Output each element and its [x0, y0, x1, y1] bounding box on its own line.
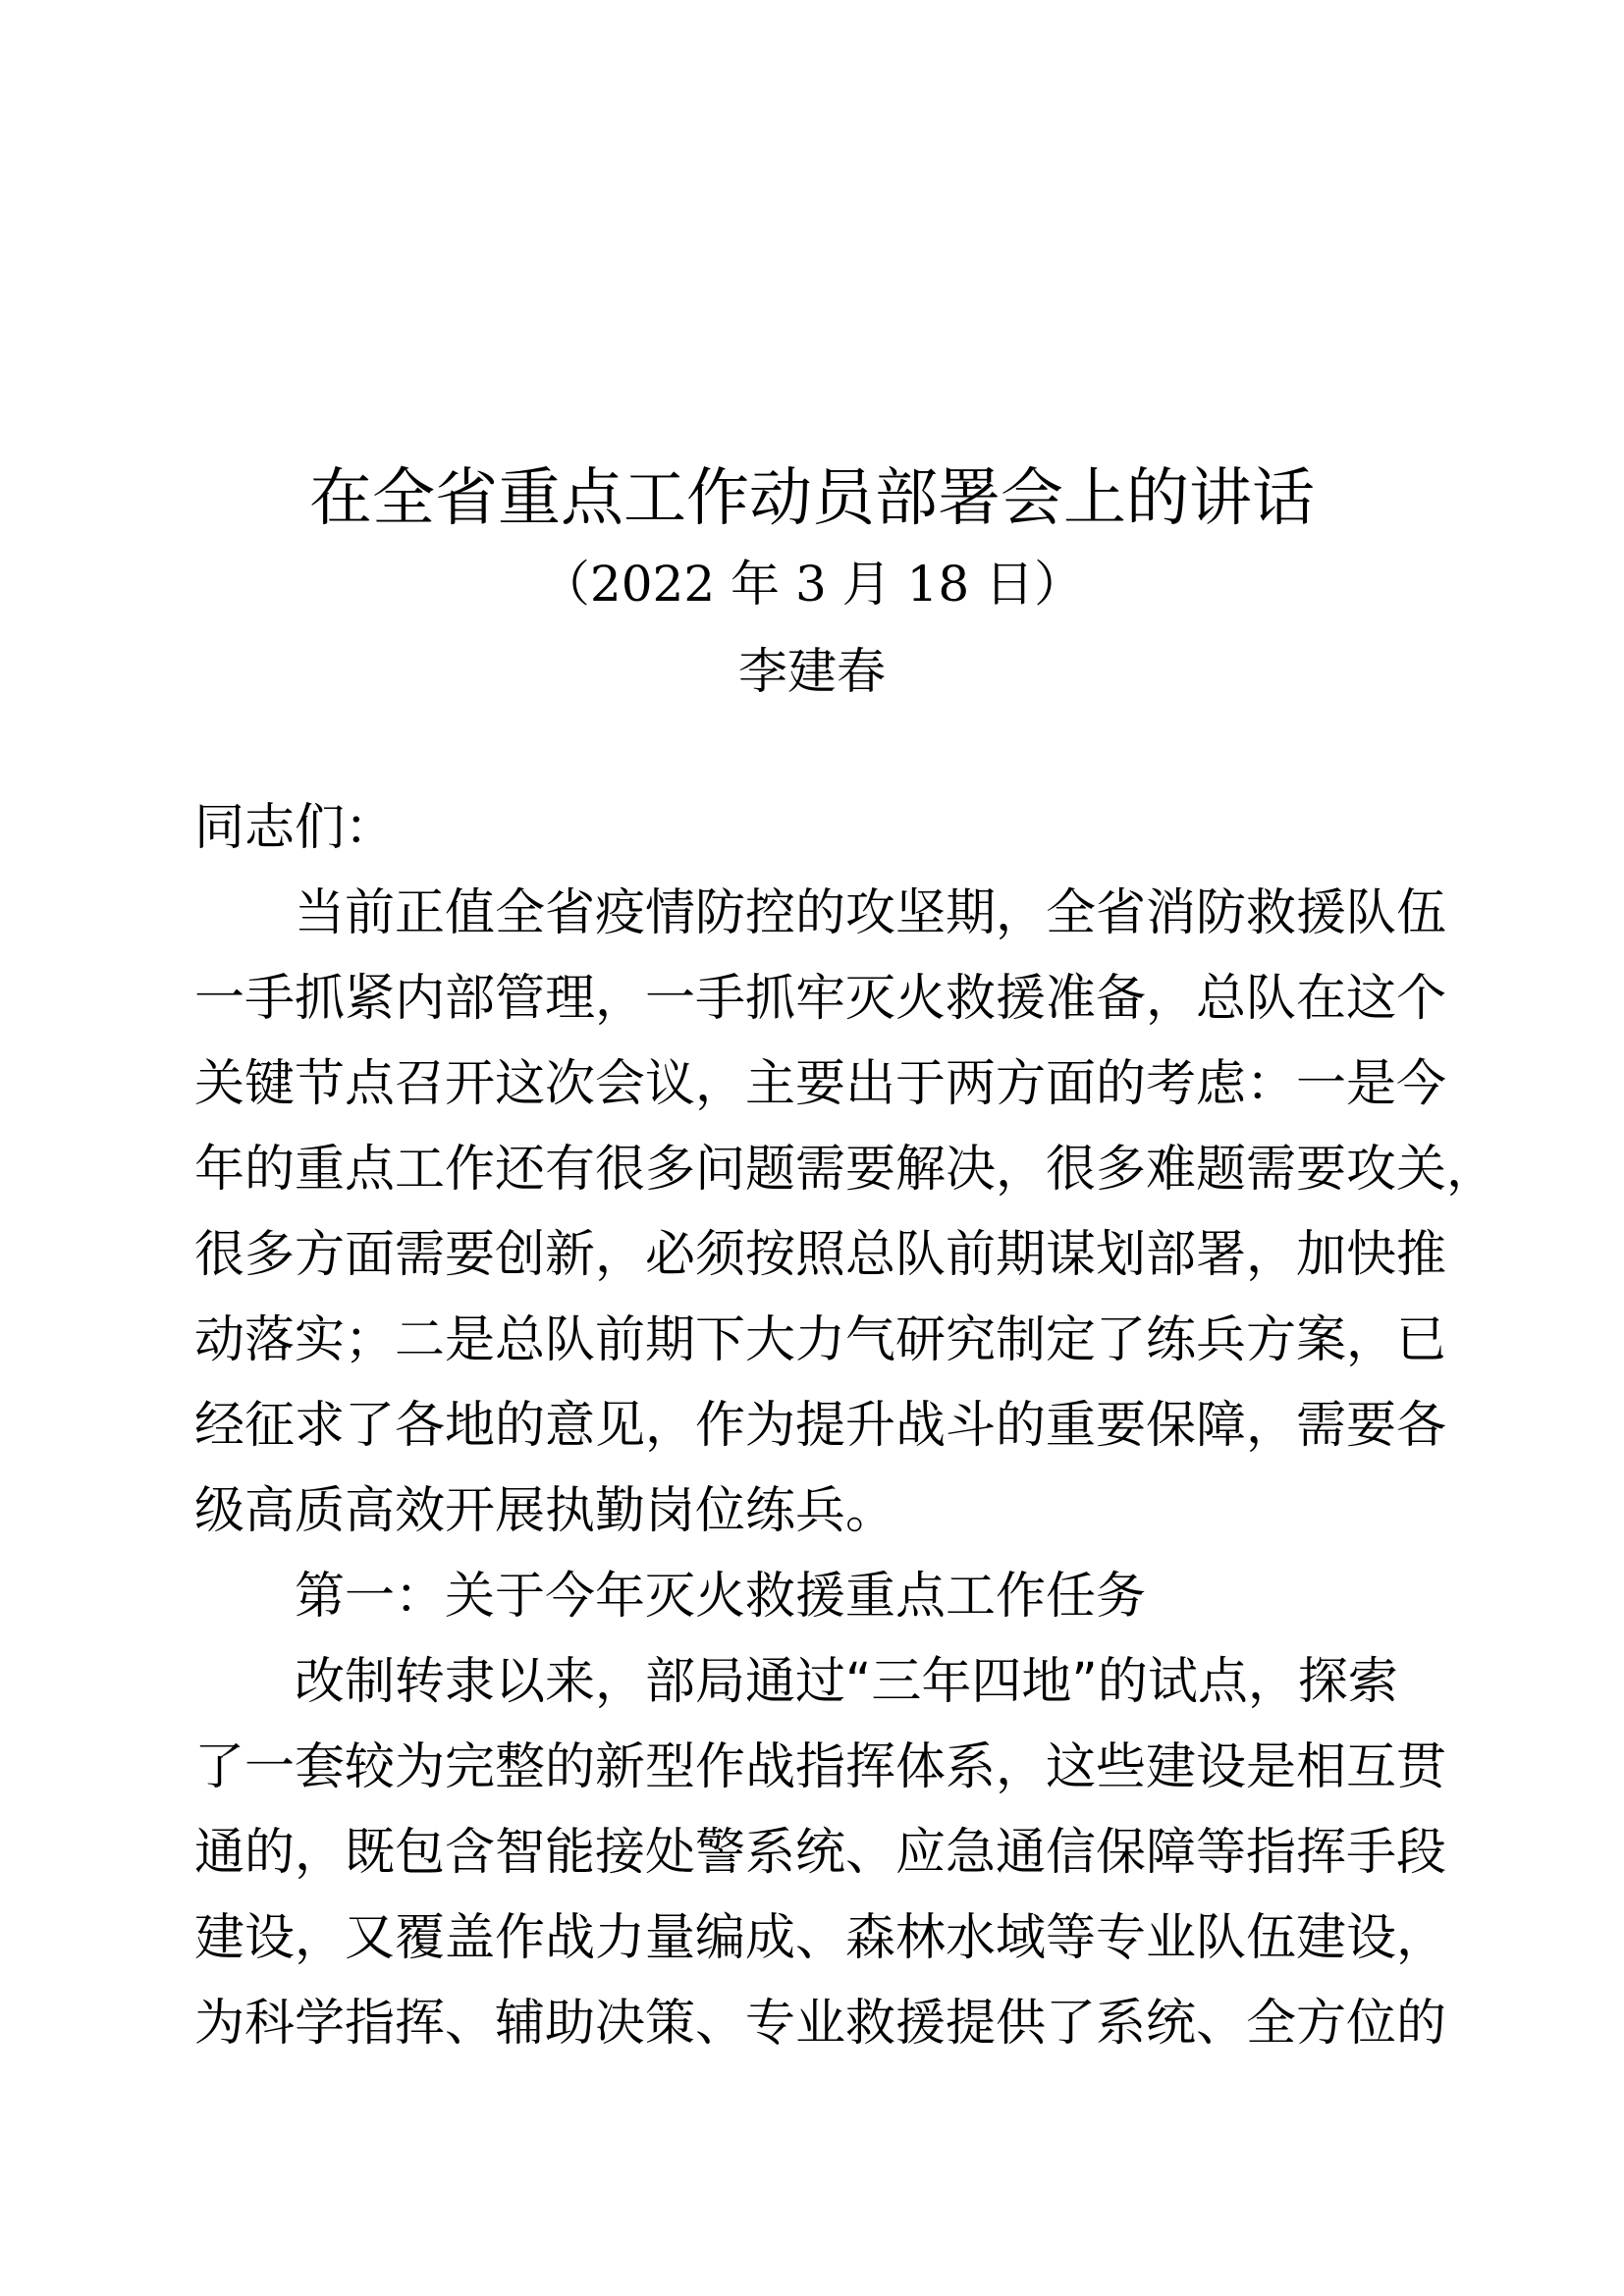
paragraph-line: 通的，既包含智能接处警系统、应急通信保障等指挥手段 [194, 1824, 1447, 1882]
paragraph-line: 年的重点工作还有很多问题需要解决，很多难题需要攻关， [194, 1141, 1497, 1199]
paragraph-line: 为科学指挥、辅助决策、专业救援提供了系统、全方位的 [194, 1995, 1447, 2053]
document-title: 在全省重点工作动员部署会上的讲话 [309, 462, 1315, 535]
paragraph-line: 关键节点召开这次会议，主要出于两方面的考虑：一是今 [194, 1055, 1447, 1113]
document-date: （2022 年 3 月 18 日） [540, 556, 1084, 613]
paragraph-line: 动落实；二是总队前期下大力气研究制定了练兵方案，已 [194, 1311, 1447, 1369]
paragraph-line: 很多方面需要创新，必须按照总队前期谋划部署，加快推 [194, 1226, 1447, 1284]
paragraph-line: 经征求了各地的意见，作为提升战斗的重要保障，需要各 [194, 1397, 1447, 1455]
paragraph-line: 当前正值全省疫情防控的攻坚期，全省消防救援队伍 [295, 884, 1447, 942]
salutation: 同志们： [194, 799, 396, 857]
document-body [194, 785, 1497, 2066]
paragraph-line: 改制转隶以来，部局通过“三年四地”的试点，探索 [295, 1653, 1398, 1711]
paragraph-line: 一手抓紧内部管理，一手抓牢灭火救援准备，总队在这个 [194, 970, 1447, 1028]
paragraph-line: 建设，又覆盖作战力量编成、森林水域等专业队伍建设， [194, 1909, 1447, 1967]
paragraph-line: 了一套较为完整的新型作战指挥体系，这些建设是相互贯 [194, 1738, 1447, 1796]
document-author: 李建春 [738, 643, 886, 700]
paragraph-line: 级高质高效开展执勤岗位练兵。 [194, 1482, 896, 1540]
section-heading: 第一：关于今年灭火救援重点工作任务 [295, 1568, 1147, 1626]
